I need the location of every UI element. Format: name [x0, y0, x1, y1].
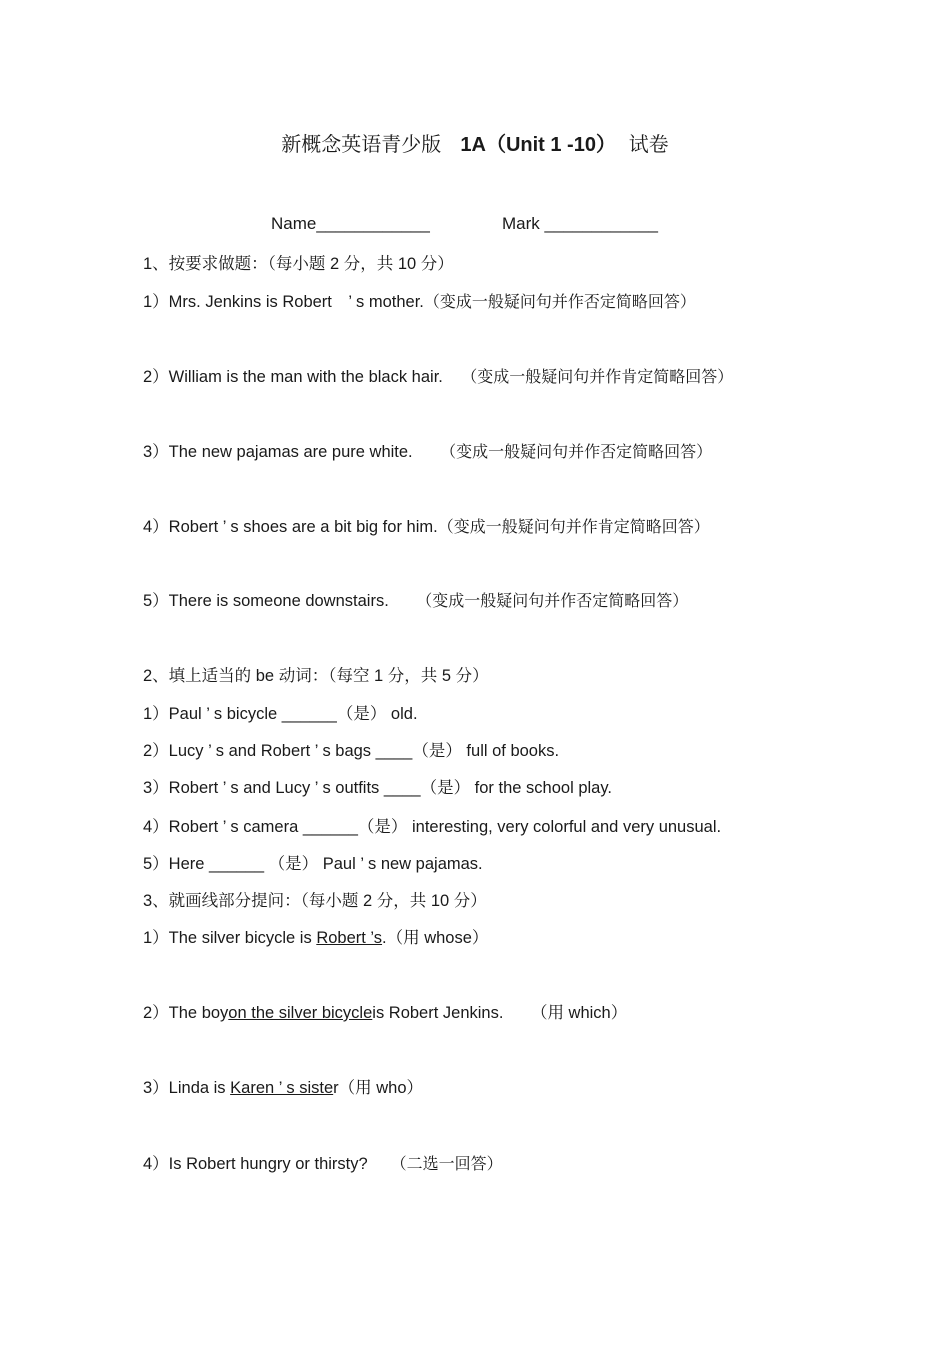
- section2-item-5: 5）Here ______ （是） Paul ’ s new pajamas.: [143, 855, 483, 873]
- underlined-part: Karen ’ s siste: [230, 1079, 334, 1097]
- section3-heading: 3、就画线部分提问：（每小题 2 分，共 10 分）: [143, 892, 487, 910]
- section1-item-4: 4）Robert ’ s shoes are a bit big for him.（变成一般疑问句并作肯定简略回答）: [143, 517, 710, 536]
- section1-item-2: 2）William is the man with the black hair. （变成一般疑问句并作肯定简略回答）: [143, 367, 734, 386]
- section3-item-2: 2）The boyon the silver bicycleis Robert Jenkins. （用 which）: [143, 1004, 628, 1022]
- section2-item-1: 1）Paul ’ s bicycle ______（是） old.: [143, 705, 418, 723]
- section1-item-1: 1）Mrs. Jenkins is Robert ’ s mother.（变成一般疑问句并作否定简略回答）: [143, 292, 696, 311]
- section1-heading: 1、按要求做题：（每小题 2 分，共 10 分）: [143, 255, 454, 273]
- section1-item-5: 5）There is someone downstairs. （变成一般疑问句并作否定简略回答）: [143, 591, 689, 610]
- section1-item-3: 3）The new pajamas are pure white. （变成一般疑问句并作否定简略回答）: [143, 442, 713, 461]
- section3-item-3: 3）Linda is Karen ’ s sister（用 who）: [143, 1079, 424, 1097]
- section2-item-4: 4）Robert ’ s camera ______（是） interesting, very colorful and very unusual.: [143, 818, 722, 836]
- section2-heading: 2、填上适当的 be 动词：（每空 1 分，共 5 分）: [143, 667, 489, 685]
- mark-field: Mark ____________: [502, 214, 658, 233]
- underlined-part: on the silver bicycle: [228, 1004, 373, 1022]
- page-title: [0, 128, 950, 157]
- title-suffix: 试卷: [628, 132, 669, 156]
- underlined-part: Robert ’s: [316, 929, 383, 947]
- section3-item-4: 4）Is Robert hungry or thirsty? （二选一回答）: [143, 1154, 503, 1173]
- title-unit: 1A（Unit 1 -10）: [460, 134, 616, 156]
- section2-item-2: 2）Lucy ’ s and Robert ’ s bags ____（是） full of books.: [143, 742, 560, 760]
- name-field: Name____________: [271, 214, 430, 233]
- title-prefix: 新概念英语青少版: [281, 132, 442, 156]
- section2-item-3: 3）Robert ’ s and Lucy ’ s outfits ____（是） for the school play.: [143, 779, 612, 797]
- section3-item-1: 1）The silver bicycle is Robert ’s.（用 whose）: [143, 929, 489, 947]
